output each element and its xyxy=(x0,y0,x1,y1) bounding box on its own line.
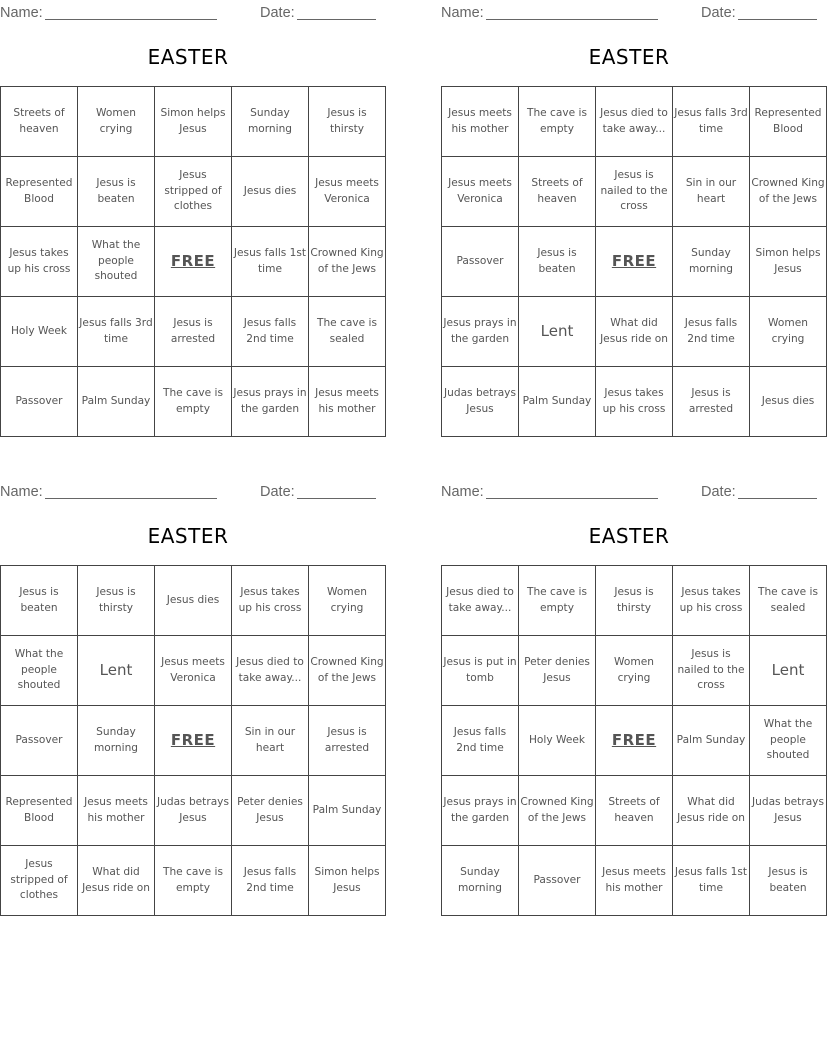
bingo-cell: Palm Sunday xyxy=(673,706,750,776)
bingo-cell: Crowned King of the Jews xyxy=(519,776,596,846)
free-space: FREE xyxy=(596,706,673,776)
bingo-cell: Palm Sunday xyxy=(78,367,155,437)
bingo-cell: Women crying xyxy=(309,566,386,636)
bingo-cell: Jesus meets his mother xyxy=(442,87,519,157)
bingo-row xyxy=(1,846,386,916)
bingo-cell: The cave is sealed xyxy=(750,566,827,636)
bingo-cell: Judas betrays Jesus xyxy=(442,367,519,437)
bingo-cell: What the people shouted xyxy=(78,227,155,297)
bingo-cell: Streets of heaven xyxy=(519,157,596,227)
card-header xyxy=(441,482,817,504)
name-label: Name: xyxy=(0,5,43,21)
bingo-cell: Simon helps Jesus xyxy=(155,87,232,157)
bingo-cell: Jesus prays in the garden xyxy=(232,367,309,437)
bingo-row xyxy=(442,566,827,636)
bingo-cell: Sunday morning xyxy=(78,706,155,776)
bingo-cell: Holy Week xyxy=(1,297,78,367)
bingo-cell: Simon helps Jesus xyxy=(750,227,827,297)
bingo-cell: What the people shouted xyxy=(750,706,827,776)
bingo-row xyxy=(442,776,827,846)
bingo-cell: Women crying xyxy=(78,87,155,157)
name-label: Name: xyxy=(441,484,484,500)
bingo-cell: Women crying xyxy=(596,636,673,706)
bingo-cell: Passover xyxy=(1,367,78,437)
bingo-cell: Sin in our heart xyxy=(673,157,750,227)
bingo-cell: The cave is empty xyxy=(155,846,232,916)
bingo-cell: Peter denies Jesus xyxy=(519,636,596,706)
date-label: Date: xyxy=(260,484,295,500)
bingo-cell: Jesus takes up his cross xyxy=(232,566,309,636)
bingo-cell: Jesus falls 1st time xyxy=(673,846,750,916)
card-title: EASTER xyxy=(588,45,670,69)
bingo-row xyxy=(1,87,386,157)
bingo-row xyxy=(1,157,386,227)
bingo-cell: Crowned King of the Jews xyxy=(750,157,827,227)
date-label: Date: xyxy=(701,484,736,500)
bingo-cell: Jesus is beaten xyxy=(1,566,78,636)
name-label: Name: xyxy=(0,484,43,500)
bingo-cell: Passover xyxy=(442,227,519,297)
bingo-row xyxy=(1,227,386,297)
bingo-cell: Lent xyxy=(519,297,596,367)
name-field[interactable] xyxy=(45,482,217,499)
bingo-cell: Jesus stripped of clothes xyxy=(155,157,232,227)
bingo-row xyxy=(442,636,827,706)
bingo-cell: Simon helps Jesus xyxy=(309,846,386,916)
bingo-cell: Jesus is arrested xyxy=(309,706,386,776)
bingo-cell: Jesus falls 2nd time xyxy=(673,297,750,367)
bingo-cell: Jesus meets his mother xyxy=(309,367,386,437)
bingo-cell: Judas betrays Jesus xyxy=(155,776,232,846)
date-field[interactable] xyxy=(738,3,817,20)
bingo-cell: Jesus meets Veronica xyxy=(155,636,232,706)
bingo-cell: Peter denies Jesus xyxy=(232,776,309,846)
bingo-cell: Jesus meets Veronica xyxy=(442,157,519,227)
card-title: EASTER xyxy=(147,524,229,548)
card-title: EASTER xyxy=(588,524,670,548)
bingo-cell: What did Jesus ride on xyxy=(78,846,155,916)
bingo-cell: Jesus is thirsty xyxy=(596,566,673,636)
bingo-grid xyxy=(441,565,827,916)
card-title: EASTER xyxy=(147,45,229,69)
bingo-cell: Jesus is nailed to the cross xyxy=(596,157,673,227)
bingo-grid xyxy=(0,565,386,916)
bingo-row xyxy=(1,706,386,776)
bingo-cell: Streets of heaven xyxy=(596,776,673,846)
bingo-cell: Lent xyxy=(750,636,827,706)
bingo-cell: The cave is empty xyxy=(155,367,232,437)
bingo-cell: What did Jesus ride on xyxy=(673,776,750,846)
bingo-cell: Crowned King of the Jews xyxy=(309,227,386,297)
bingo-cell: Jesus falls 2nd time xyxy=(442,706,519,776)
bingo-cell: Jesus is beaten xyxy=(519,227,596,297)
card-header xyxy=(0,3,376,25)
free-space: FREE xyxy=(155,706,232,776)
bingo-cell: Jesus prays in the garden xyxy=(442,776,519,846)
bingo-cell: Jesus is nailed to the cross xyxy=(673,636,750,706)
bingo-cell: Sunday morning xyxy=(673,227,750,297)
free-space: FREE xyxy=(596,227,673,297)
bingo-cell: Jesus is put in tomb xyxy=(442,636,519,706)
name-field[interactable] xyxy=(486,3,658,20)
bingo-cell: Jesus is thirsty xyxy=(78,566,155,636)
bingo-cell: Jesus meets Veronica xyxy=(309,157,386,227)
bingo-cell: Jesus takes up his cross xyxy=(673,566,750,636)
bingo-cell: Jesus meets his mother xyxy=(78,776,155,846)
date-label: Date: xyxy=(260,5,295,21)
bingo-cell: Jesus dies xyxy=(155,566,232,636)
bingo-cell: Jesus falls 2nd time xyxy=(232,297,309,367)
bingo-row xyxy=(442,846,827,916)
bingo-cell: Jesus died to take away... xyxy=(232,636,309,706)
bingo-cell: The cave is empty xyxy=(519,87,596,157)
bingo-cell: Jesus stripped of clothes xyxy=(1,846,78,916)
bingo-cell: Jesus meets his mother xyxy=(596,846,673,916)
bingo-row xyxy=(1,367,386,437)
bingo-row xyxy=(1,566,386,636)
name-label: Name: xyxy=(441,5,484,21)
bingo-cell: Jesus is arrested xyxy=(155,297,232,367)
bingo-row xyxy=(1,297,386,367)
bingo-cell: Jesus dies xyxy=(750,367,827,437)
bingo-cell: Crowned King of the Jews xyxy=(309,636,386,706)
bingo-row xyxy=(442,87,827,157)
bingo-cell: Judas betrays Jesus xyxy=(750,776,827,846)
bingo-cell: Streets of heaven xyxy=(1,87,78,157)
bingo-cell: What did Jesus ride on xyxy=(596,297,673,367)
bingo-cell: The cave is empty xyxy=(519,566,596,636)
bingo-cell: Represented Blood xyxy=(1,776,78,846)
bingo-cell: Jesus takes up his cross xyxy=(596,367,673,437)
bingo-grid xyxy=(441,86,827,437)
bingo-cell: Jesus died to take away... xyxy=(442,566,519,636)
bingo-cell: Jesus falls 3rd time xyxy=(78,297,155,367)
bingo-cell: Jesus prays in the garden xyxy=(442,297,519,367)
bingo-row xyxy=(442,227,827,297)
bingo-row xyxy=(442,367,827,437)
bingo-cell: Lent xyxy=(78,636,155,706)
bingo-cell: Passover xyxy=(519,846,596,916)
bingo-row xyxy=(1,776,386,846)
bingo-cell: Jesus is beaten xyxy=(78,157,155,227)
date-field[interactable] xyxy=(297,482,376,499)
bingo-cell: Holy Week xyxy=(519,706,596,776)
bingo-cell: The cave is sealed xyxy=(309,297,386,367)
card-header xyxy=(441,3,817,25)
date-label: Date: xyxy=(701,5,736,21)
free-space: FREE xyxy=(155,227,232,297)
bingo-cell: Jesus takes up his cross xyxy=(1,227,78,297)
card-header xyxy=(0,482,376,504)
date-field[interactable] xyxy=(297,3,376,20)
bingo-cell: Passover xyxy=(1,706,78,776)
bingo-cell: Jesus falls 1st time xyxy=(232,227,309,297)
name-field[interactable] xyxy=(486,482,658,499)
bingo-cell: Sin in our heart xyxy=(232,706,309,776)
bingo-row xyxy=(442,706,827,776)
name-field[interactable] xyxy=(45,3,217,20)
date-field[interactable] xyxy=(738,482,817,499)
bingo-cell: Palm Sunday xyxy=(519,367,596,437)
bingo-cell: Jesus is beaten xyxy=(750,846,827,916)
bingo-cell: Jesus falls 3rd time xyxy=(673,87,750,157)
bingo-cell: Jesus is arrested xyxy=(673,367,750,437)
bingo-row xyxy=(442,297,827,367)
bingo-cell: Women crying xyxy=(750,297,827,367)
bingo-cell: Represented Blood xyxy=(1,157,78,227)
bingo-row xyxy=(442,157,827,227)
bingo-row xyxy=(1,636,386,706)
bingo-cell: Jesus dies xyxy=(232,157,309,227)
bingo-grid xyxy=(0,86,386,437)
bingo-cell: Sunday morning xyxy=(232,87,309,157)
bingo-cell: Palm Sunday xyxy=(309,776,386,846)
bingo-cell: Sunday morning xyxy=(442,846,519,916)
bingo-cell: Jesus is thirsty xyxy=(309,87,386,157)
bingo-cell: Represented Blood xyxy=(750,87,827,157)
bingo-cell: What the people shouted xyxy=(1,636,78,706)
bingo-cell: Jesus died to take away... xyxy=(596,87,673,157)
bingo-cell: Jesus falls 2nd time xyxy=(232,846,309,916)
